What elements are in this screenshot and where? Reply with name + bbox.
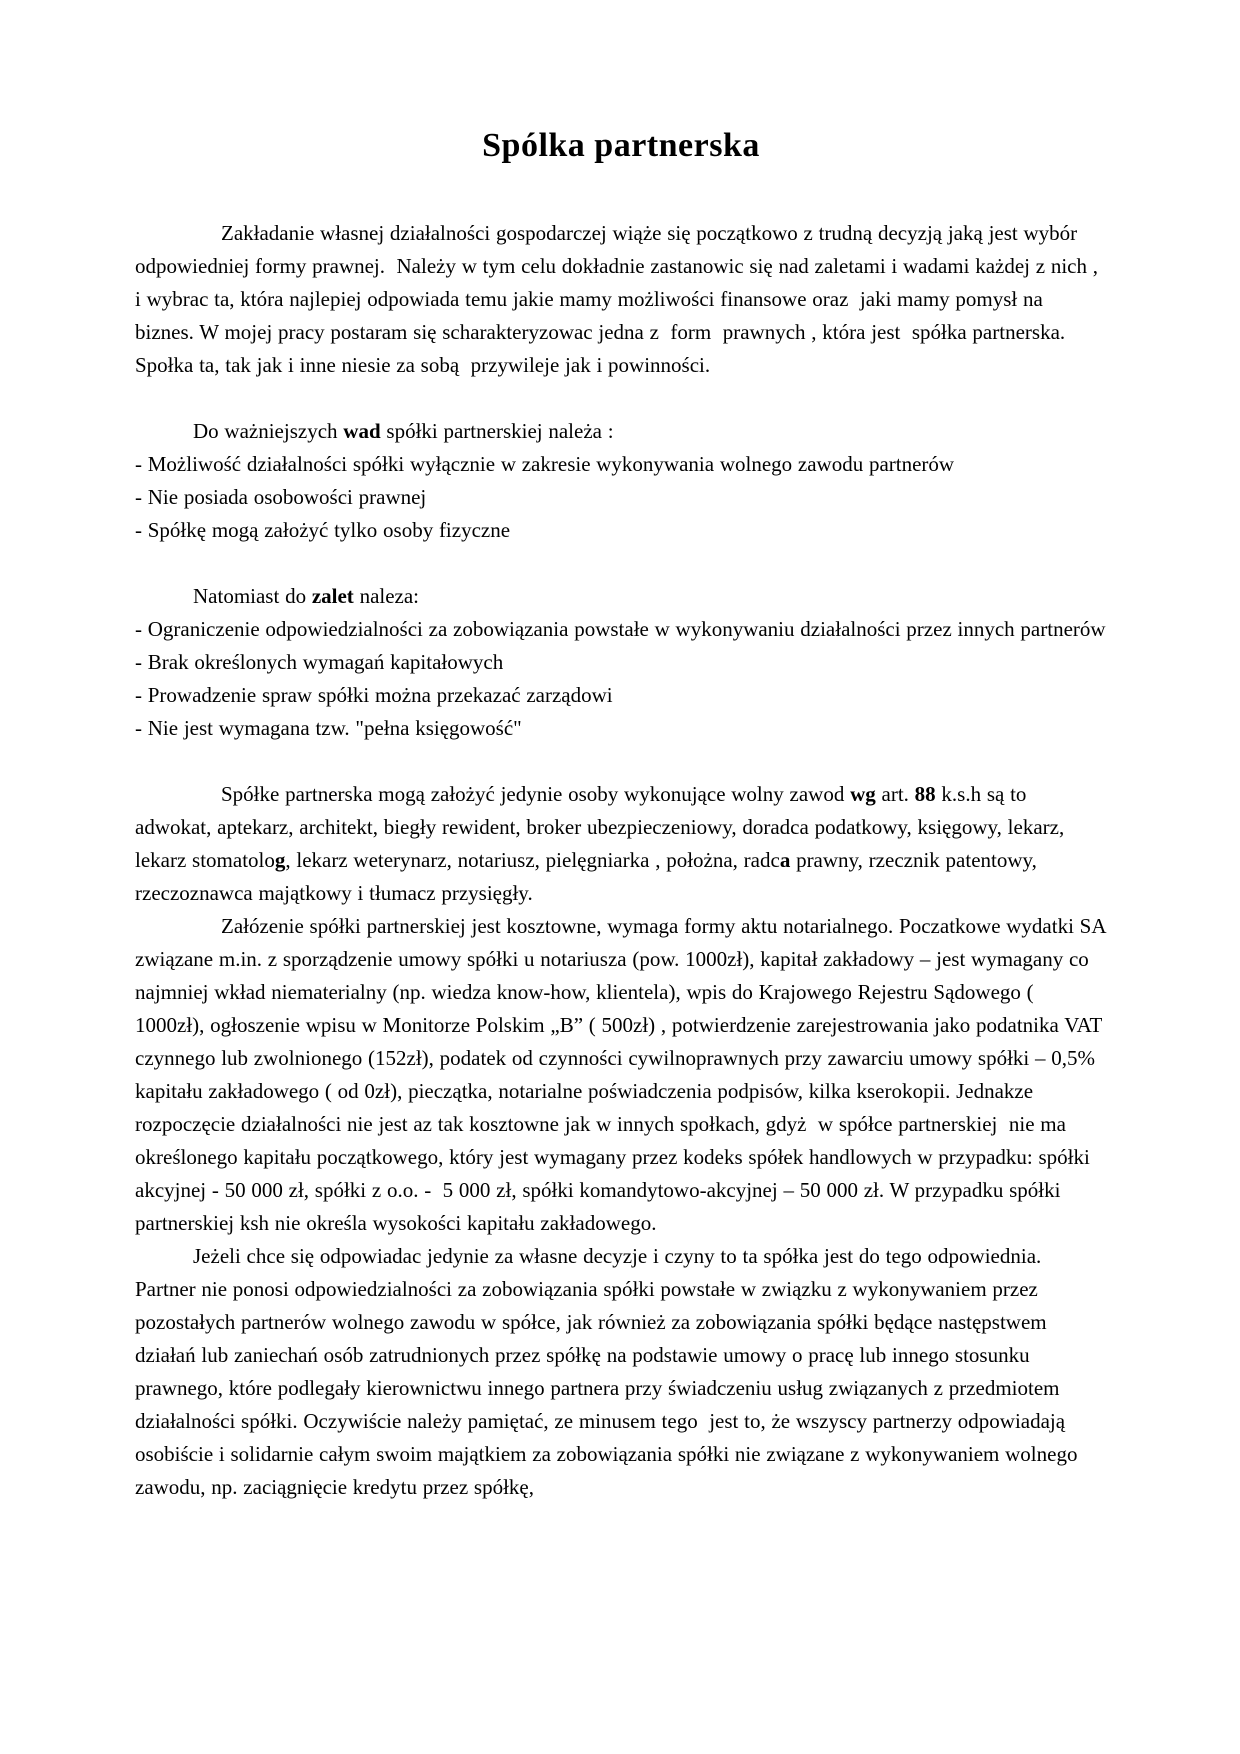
blank-line — [135, 382, 1107, 415]
list-zalety-item-3: - Prowadzenie spraw spółki można przekazać zarządowi — [135, 683, 613, 707]
paragraph-intro: Zakładanie własnej działalności gospodarczej wiąże się początkowo z trudną decyzją jaką jest wybór odpowiedniej formy prawnej. Należy w tym celu dokładnie zastanowic się nad zaletami i wadami każdej z nich , i wybrac ta, która najlepiej odpowiada temu jakie mamy możliwości finansowe oraz jaki mamy pomysł na biznes. W mojej pracy postaram się scharakteryzowac jedna z form prawnych , która jest spółka partnerska. Społka ta, tak jak i inne niesie za sobą przywileje jak i powinności. — [135, 221, 1104, 377]
blank-line — [135, 547, 1107, 580]
blank-line — [135, 745, 1107, 778]
paragraph-professions: Spółke partnerska mogą założyć jedynie osoby wykonujące wolny zawod wg art. 88 k.s.h są to adwokat, aptekarz, architekt, biegły rewident, broker ubezpieczeniowy, doradca podatkowy, księgowy, lekarz, lekarz stomatolog, lekarz weterynarz, notariusz, pielęgniarka , położna, radca prawny, rzecznik patentowy, rzeczoznawca majątkowy i tłumacz przysięgły. — [135, 782, 1070, 905]
list-wady-item-1: - Możliwość działalności spółki wyłącznie w zakresie wykonywania wolnego zawodu partnerów — [135, 452, 955, 476]
heading-zalety: Natomiast do zalet naleza: — [193, 584, 420, 608]
list-wady-item-3: - Spółkę mogą założyć tylko osoby fizyczne — [135, 518, 511, 542]
paragraph-liability: Jeżeli chce się odpowiadac jedynie za własne decyzje i czyny to ta spółka jest do tego odpowiednia. Partner nie ponosi odpowiedzialności za zobowiązania spółki powstałe w związku z wykonywaniem przez pozostałych partnerów wolnego zawodu w spółce, jak również za zobowiązania spółki będące następstwem działań lub zaniechań osób zatrudnionych przez spółkę na podstawie umowy o pracę lub innego stosunku prawnego, które podlegały kierownictwu innego partnera przy świadczeniu usług związanych z przedmiotem działalności spółki. Oczywiście należy pamiętać, ze minusem tego jest to, że wszyscy partnerzy odpowiadają osobiście i solidarnie całym swoim majątkiem za zobowiązania spółki nie związane z wykonywaniem wolnego zawodu, np. zaciągnięcie kredytu przez spółkę, — [135, 1244, 1084, 1499]
list-zalety-item-2: - Brak określonych wymagań kapitałowych — [135, 650, 504, 674]
list-zalety-item-4: - Nie jest wymagana tzw. "pełna księgowość" — [135, 716, 522, 740]
list-zalety-item-1: - Ograniczenie odpowiedzialności za zobowiązania powstałe w wykonywaniu działalności przez innych partnerów — [135, 617, 1106, 641]
paragraph-costs: Załózenie spółki partnerskiej jest kosztowne, wymaga formy aktu notarialnego. Poczatkowe wydatki SA związane m.in. z sporządzenie umowy spółki u notariusza (pow. 1000zł), kapitał zakładowy – jest wymagany co najmniej wkład niematerialny (np. wiedza know-how, klientela), wpis do Krajowego Rejestru Sądowego ( 1000zł), ogłoszenie wpisu w Monitorze Polskim „B” ( 500zł) , potwierdzenie zarejestrowania jako podatnika VAT czynnego lub zwolnionego (152zł), podatek od czynności cywilnoprawnych przy zawarciu umowy spółki – 0,5% kapitału zakładowego ( od 0zł), pieczątka, notarialne poświadczenia podpisów, kilka kserokopii. Jednakze rozpoczęcie działalności nie jest az tak kosztowne jak w innych społkach, gdyż w spółce partnerskiej nie ma określonego kapitału początkowego, który jest wymagany przez kodeks spółek handlowych w przypadku: spółki akcyjnej - 50 000 zł, spółki z o.o. - 5 000 zł, spółki komandytowo-akcyjnej – 50 000 zł. W przypadku spółki partnerskiej ksh nie określa wysokości kapitału zakładowego. — [135, 914, 1112, 1235]
list-wady-item-2: - Nie posiada osobowości prawnej — [135, 485, 427, 509]
document-title: Spólka partnerska — [482, 127, 760, 164]
heading-wady: Do ważniejszych wad spółki partnerskiej należa : — [193, 419, 614, 443]
